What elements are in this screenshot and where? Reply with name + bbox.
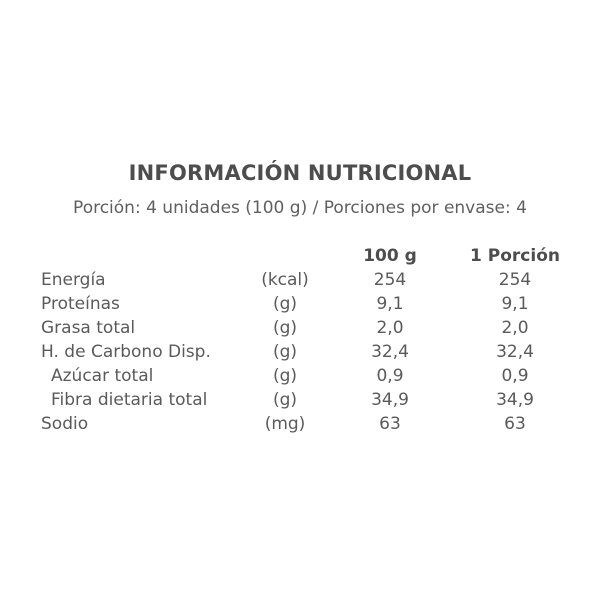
nutrient-name: Grasa total [41,318,136,338]
value-portion: 32,4 [496,342,534,362]
column-header-100g: 100 g [363,246,417,266]
label-title: INFORMACIÓN NUTRICIONAL [128,161,472,185]
table-row [0,366,600,390]
value-100g: 2,0 [376,318,404,338]
nutrient-name: Azúcar total [51,366,154,386]
value-100g: 254 [373,270,407,290]
value-100g: 0,9 [376,366,404,386]
column-header-portion: 1 Porción [470,246,560,266]
value-100g: 34,9 [371,390,409,410]
serving-info: Porción: 4 unidades (100 g) / Porciones por envase: 4 [73,198,527,218]
nutrient-name: Fibra dietaria total [51,390,208,410]
table-row [0,342,600,366]
nutrient-name: Sodio [41,414,89,434]
nutrient-unit: (kcal) [261,270,309,290]
table-row [0,318,600,342]
nutrient-unit: (g) [272,366,298,386]
table-row [0,390,600,414]
nutrient-name: Proteínas [41,294,120,314]
nutrient-unit: (mg) [264,414,306,434]
value-portion: 9,1 [501,294,529,314]
value-portion: 254 [498,270,532,290]
nutrient-name: H. de Carbono Disp. [41,342,211,362]
value-portion: 2,0 [501,318,529,338]
table-row [0,270,600,294]
nutrient-unit: (g) [272,318,298,338]
value-portion: 34,9 [496,390,534,410]
table-row [0,294,600,318]
nutrient-unit: (g) [272,390,298,410]
table-row [0,414,600,438]
value-portion: 63 [504,414,526,434]
value-100g: 9,1 [376,294,404,314]
value-portion: 0,9 [501,366,529,386]
nutrient-unit: (g) [272,342,298,362]
nutrient-unit: (g) [272,294,298,314]
value-100g: 32,4 [371,342,409,362]
nutrient-name: Energía [41,270,106,290]
value-100g: 63 [379,414,401,434]
